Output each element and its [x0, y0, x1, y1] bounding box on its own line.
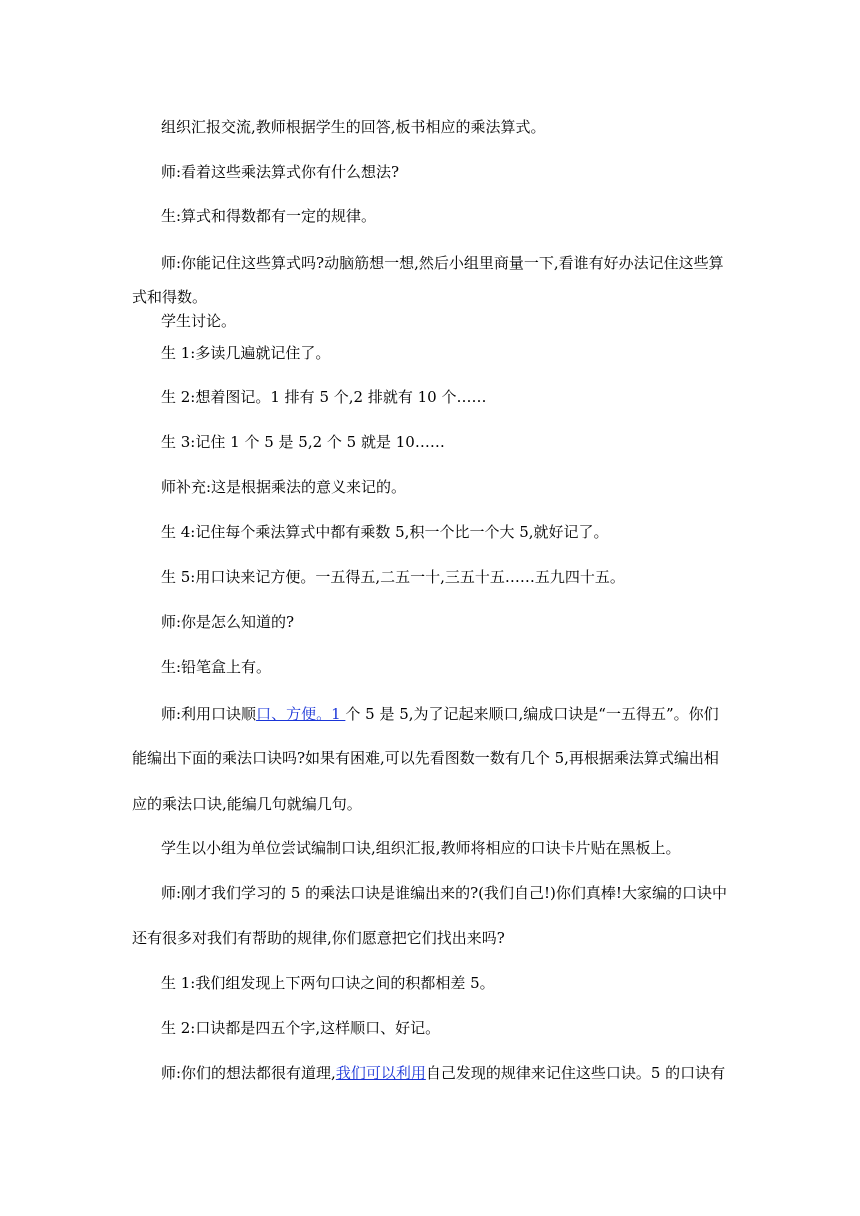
- hyperlink[interactable]: 我们可以利用: [335, 1064, 426, 1082]
- paragraph: [132, 704, 734, 724]
- paragraph: 生 1:我们组发现上下两句口诀之间的积都相差 5。: [161, 974, 495, 992]
- paragraph-text: 个 5 是 5,为了记起来顺口,编成口诀是“一五得五”。你们: [345, 705, 719, 723]
- paragraph: 生 2:想着图记。1 排有 5 个,2 排就有 10 个……: [161, 388, 487, 406]
- paragraph: 学生以小组为单位尝试编制口诀,组织汇报,教师将相应的口诀卡片贴在黑板上。: [161, 839, 681, 857]
- paragraph-text: 师:你们的想法都很有道理,: [161, 1064, 336, 1082]
- paragraph: 师:你能记住这些算式吗?动脑筋想一想,然后小组里商量一下,看谁有好办法记住这些算: [161, 254, 724, 272]
- paragraph: 生 3:记住 1 个 5 是 5,2 个 5 就是 10……: [161, 433, 445, 451]
- paragraph: 式和得数。: [132, 288, 208, 306]
- paragraph: 组织汇报交流,教师根据学生的回答,板书相应的乘法算式。: [161, 118, 546, 136]
- paragraph: 生 1:多读几遍就记住了。: [161, 344, 331, 362]
- paragraph: 生 2:口诀都是四五个字,这样顺口、好记。: [161, 1019, 441, 1037]
- paragraph: 生 5:用口诀来记方便。一五得五,二五一十,三五十五……五九四十五。: [161, 568, 625, 586]
- paragraph: 师补充:这是根据乘法的意义来记的。: [161, 478, 407, 496]
- paragraph: 师:看着这些乘法算式你有什么想法?: [161, 163, 400, 181]
- paragraph-line: 应的乘法口诀,能编几句就编几句。: [132, 795, 362, 813]
- paragraph-text: 师:利用口诀顺: [161, 705, 257, 723]
- paragraph: 生:算式和得数都有一定的规律。: [161, 207, 377, 225]
- paragraph-line: 能编出下面的乘法口诀吗?如果有困难,可以先看图数一数有几个 5,再根据乘法算式编出相: [132, 749, 719, 767]
- paragraph: 生 4:记住每个乘法算式中都有乘数 5,积一个比一个大 5,就好记了。: [161, 523, 609, 541]
- paragraph: 生:铅笔盒上有。: [161, 658, 272, 676]
- paragraph: [132, 1063, 734, 1083]
- paragraph-text: 自己发现的规律来记住这些口诀。5 的口诀有: [425, 1064, 726, 1082]
- paragraph-line: 还有很多对我们有帮助的规律,你们愿意把它们找出来吗?: [132, 929, 505, 947]
- hyperlink[interactable]: 口、方便。1: [256, 705, 346, 723]
- paragraph: 师:刚才我们学习的 5 的乘法口诀是谁编出来的?(我们自己!)你们真棒!大家编的口诀中: [161, 884, 727, 902]
- paragraph: 学生讨论。: [161, 312, 237, 330]
- paragraph: 师:你是怎么知道的?: [161, 613, 295, 631]
